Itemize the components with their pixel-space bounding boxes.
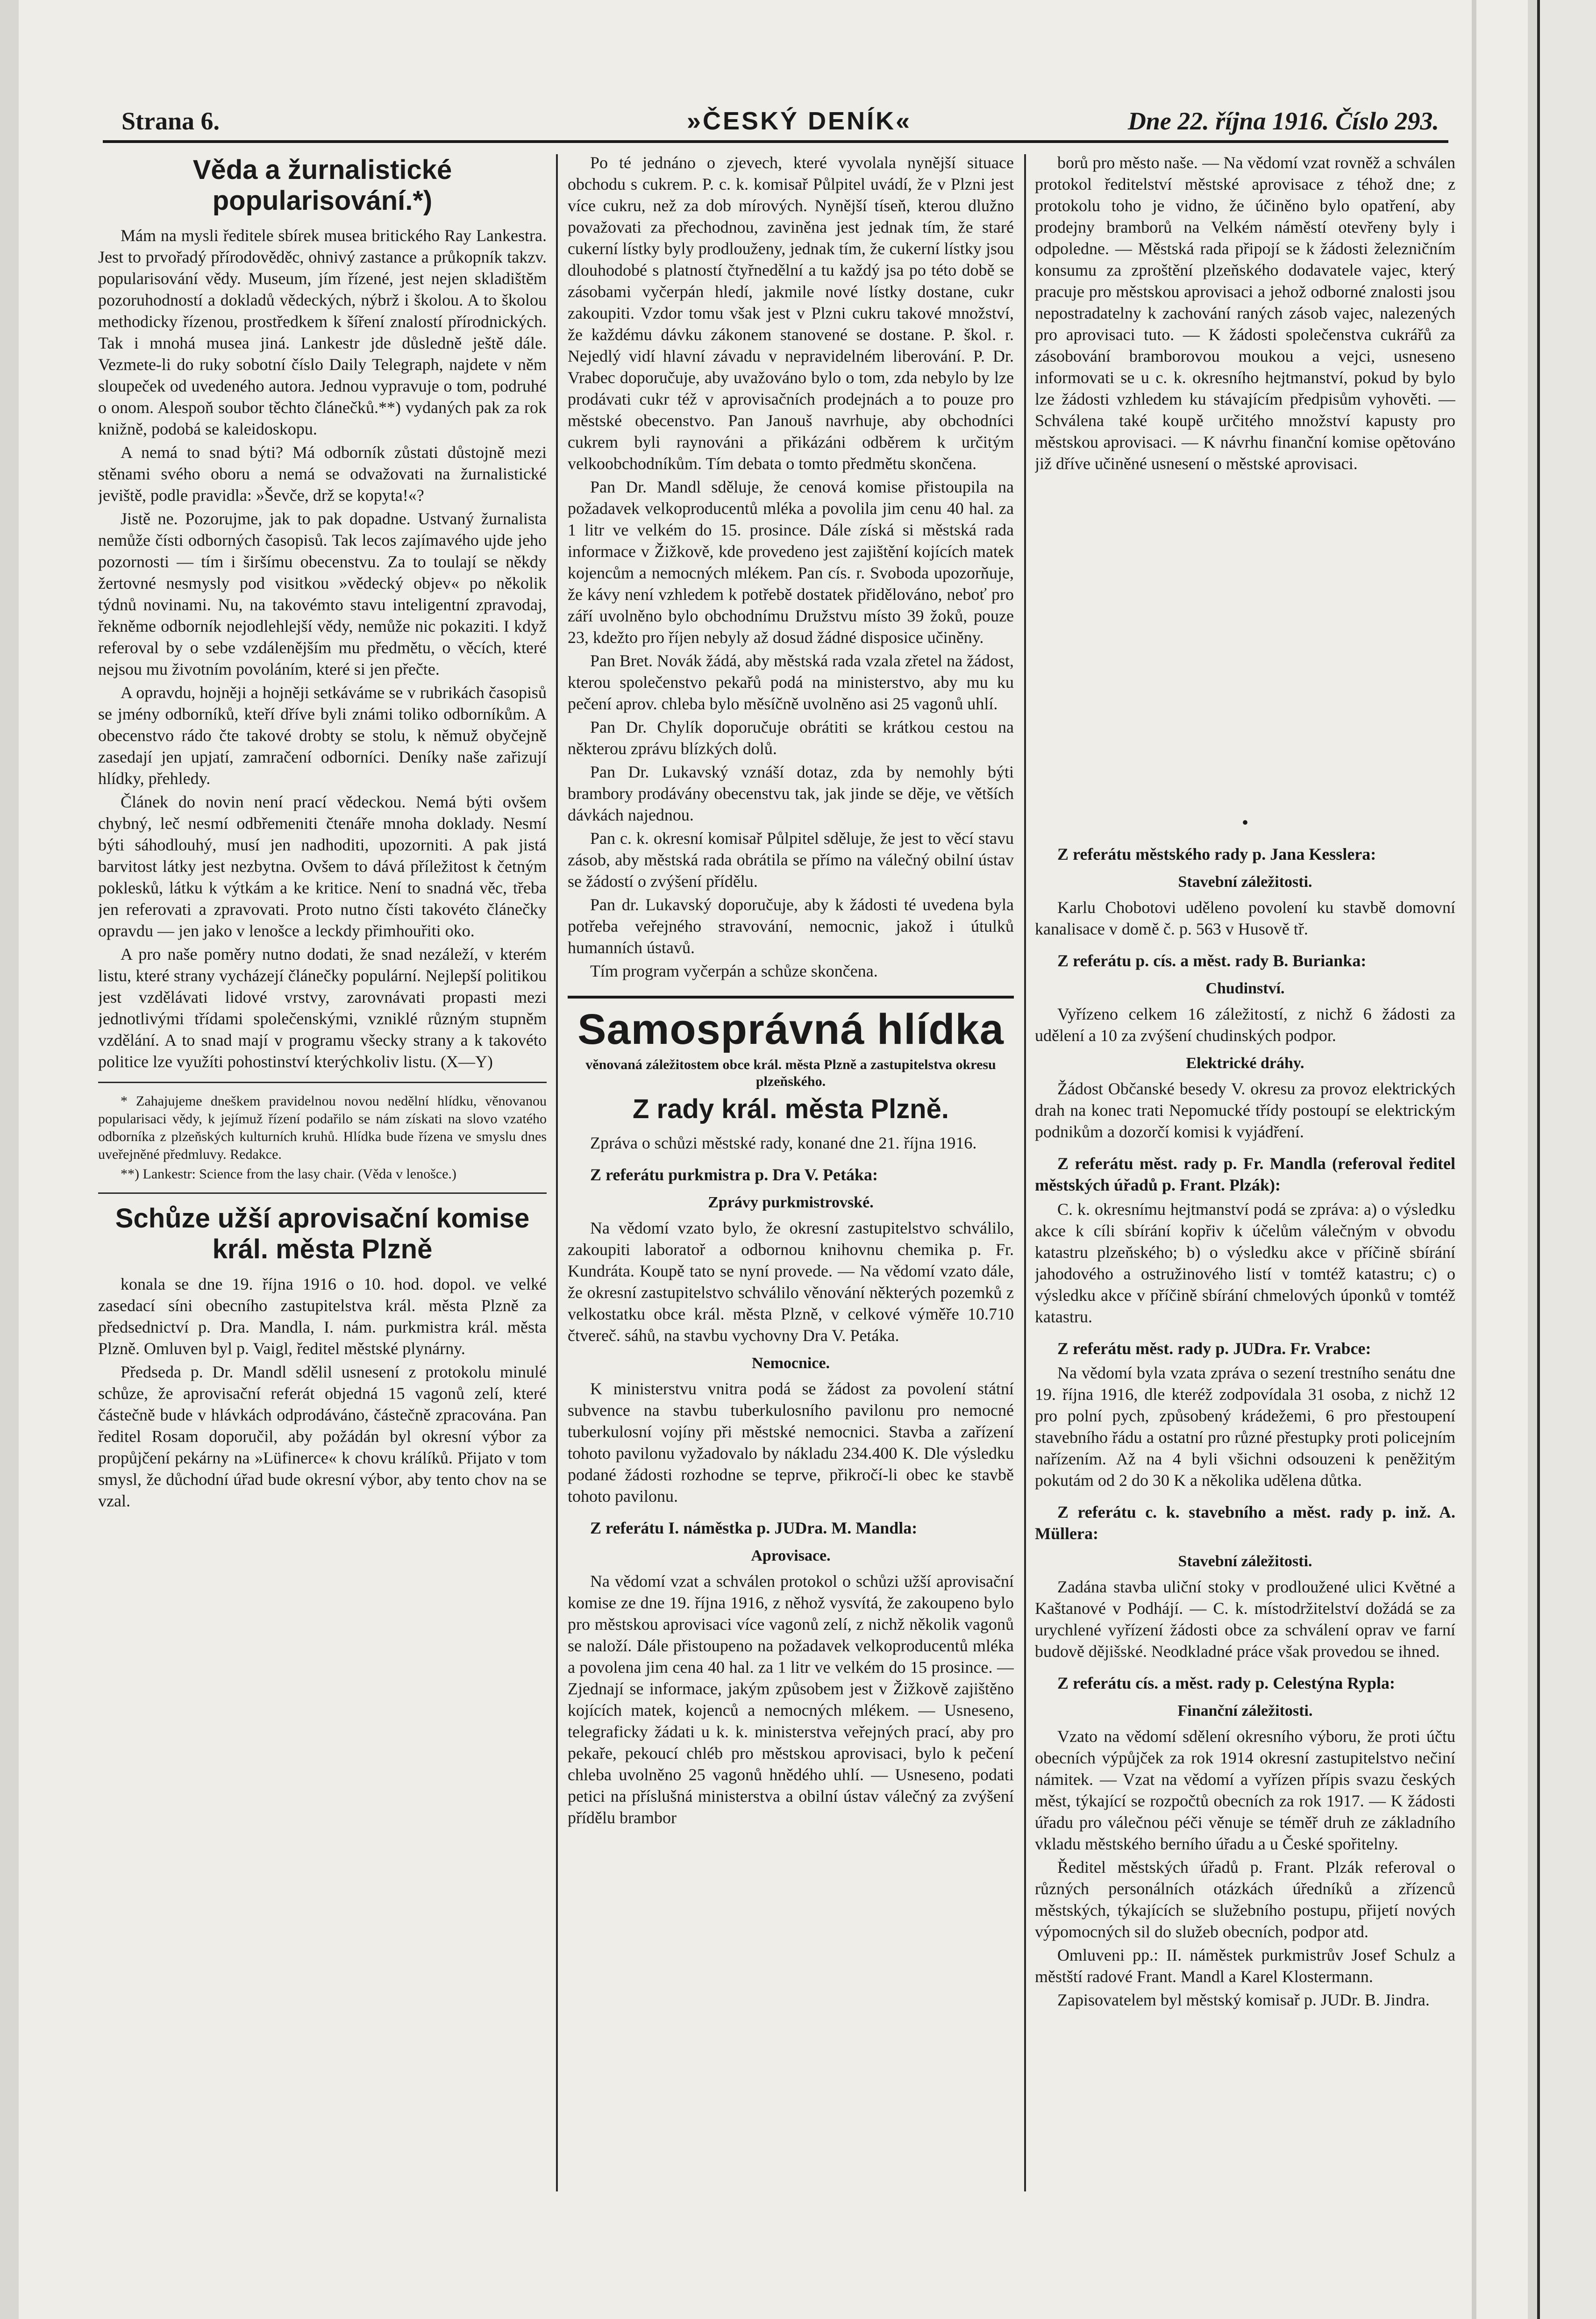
article-paragraph: Pan Dr. Mandl sděluje, že cenová komise přistoupila na požadavek velkoproducentů mléka a povolila jim cenu 40 hal. za 1 litr ve velkém do 15. prosince. Dále získá si městská rada informace v Žižkově, kde provedeno jest zajištění kojících matek kojencům a nemocných mlékem. Pan cís. r. Svoboda upozorňuje, že kávy není vzhledem k potřebě dostatek přidělováno, neboť pro září uvolněno bylo obchodnímu Družstvu místo 39 žoků, pouze 23, kdežto pro říjen nebyly až dosud žádné disposice učiněny.	[568, 478, 1014, 647]
footnote: * Zahajujeme dneškem pravidelnou novou nedělní hlídku, věnovanou popularisaci vědy, k jejímuž řízení podařilo se nám získati na slovo vzatého odborníka z plzeňských kulturních kruhů. Hlídka bude řízena ve smyslu dnes uveřejněné předmluvy. Redakce.	[98, 1093, 547, 1162]
article-title: Schůze užší aprovisační komise král. města Plzně	[115, 1203, 530, 1264]
footnote: **) Lankestr: Science from the lasy chair. (Věda v lenošce.)	[121, 1166, 456, 1182]
article-paragraph: Na vědomí byla vzata zpráva o sezení trestního senátu dne 19. října 1916, dle kteréž zodpovídala 31 osoba, z nichž 12 pro polní pych, způsobený krádežemi, 6 pro přestoupení stavebního řádu a ostatní pro různé přestupky proti policejním nařízením. Až na 4 byli všichni odsouzeni k peněžitým pokutám od 2 do 30 K a několika udělena důtka.	[1035, 1363, 1455, 1490]
article-paragraph: Po té jednáno o zjevech, které vyvolala nynější situace obchodu s cukrem. P. c. k. komisař Půlpitel uvádí, že v Plzni jest více cukru, než za dob mírových. Nynější tíseň, kterou dlužno považovati za přechodnou, zaviněna jest jednak tím, že staré cukerní lístky byly prodlouženy, jednak tím, že cukerní lístky jsou dlouhodobé s platností čtyřnedělní a tu každý jsa po této době se zásobami vyčerpán hledí, jakmile nové lístky dostane, cukr zakoupiti. Vzdor tomu však jest v Plzni cukru takové množství, že každému dávku zákonem stanovené se dostane. P. škol. r. Nejedlý vidí hlavní závadu v nepravidelném liberování. P. Dr. Vrabec doporučuje, aby uvažováno bylo o tom, zda nebylo by lze prodávati cukr též v aprovisačních prodejnách a to pouze pro městské obecenstvo. Pan Janouš navrhuje, aby obchodníci cukrem byli raynováni a přikázáni odběrem k určitým velkoobchodníkům. Tím debata o tomto předmětu skončena.	[568, 153, 1014, 473]
article-paragraph: Na vědomí vzat a schválen protokol o schůzi užší aprovisační komise ze dne 19. října 1916, z něhož vysvítá, že zakoupeno bylo pro městskou aprovisaci více vagonů zelí, z nichž několik vagonů se naloží. Dále přistoupeno na požadavek velkoproducentů mléka a povolena jim cena 40 hal. za 1 litr ve velkém do 15 prosince. — Zjednají se informace, jakým způsobem jest v Žižkově zajištěno kojících matek, kojenců a nemocných mlékem. — Usneseno, telegraficky žádati u k. k. ministerstva veřejných prací, aby pro pekaře, pekoucí chléb pro městskou aprovisaci, bylo k pečení chleba uvolněno 25 vagonů hnědého uhlí. — Usneseno, podati petici na příslušná ministerstva a obilní ústav válečný za zvýšení přídělu brambor	[568, 1572, 1014, 1827]
separator-dot: •	[1242, 813, 1248, 832]
column-3	[1035, 152, 1455, 2236]
topic-heading: Stavební záležitosti.	[1178, 1553, 1312, 1570]
article-paragraph: Pan Bret. Novák žádá, aby městská rada vzala zřetel na žádost, kterou společenstvo pekařů podá na ministerstvo, aby mu ku pečení aprov. chleba bylo měsíčně uvolněno asi 25 vagonů uhlí.	[568, 651, 1014, 713]
article-paragraph: Vzato na vědomí sdělení okresního výboru, že proti účtu obecních výpůjček za rok 1914 okresní zastupitelstvo nečiní námitek. — Vzat na vědomí a vyřízen přípis svazu českých měst, týkající se rozpočtů obecních za rok 1917. — K žádosti úřadu pro válečnou péči věnuje se téměř druh ze základního vkladu městského berního úřadu a u České spořitelny.	[1035, 1727, 1455, 1853]
article-paragraph: Zpráva o schůzi městské rady, konané dne 21. října 1916.	[590, 1134, 977, 1152]
article-paragraph: Pan dr. Lukavský doporučuje, aby k žádosti té uvedena byla potřeba veřejného stravování, nemocnic, jakož i útulků humanních ústavů.	[568, 895, 1014, 957]
subsection-title: Z rady král. města Plzně.	[633, 1094, 949, 1124]
article-paragraph: Pan c. k. okresní komisař Půlpitel sděluje, že jest to věcí stavu zásob, aby městská rada obrátila se přímo na válečný obilní ústav se žádostí o zvýšení přídělu.	[568, 829, 1014, 891]
referat-heading: Z referátu I. náměstka p. JUDra. M. Mandla:	[590, 1519, 918, 1537]
topic-heading: Zprávy purkmistrovské.	[708, 1194, 874, 1211]
section-title: Samosprávná hlídka	[568, 996, 1014, 1053]
article-paragraph: Jistě ne. Pozorujme, jak to pak dopadne. Ustvaný žurnalista nemůže čísti odborných časopisů. Tak lecos zajímavého ujde jeho pozornosti — tím i širšímu obecenstvu. Za to toulají se někdy žertovné nesmysly pod visitkou »vědecký objev« po několik týdnů novinami. Nu, na takovémto stavu inteligentní zpravodaj, řekněme odborník nejodlehlejší vědy, nemůže nic pokaziti. I když referoval by o sebe vzdálenějším mu předmětu, o věcích, které nejsou mu životním povoláním, které si jen přečte.	[98, 509, 547, 678]
article-paragraph: Mám na mysli ředitele sbírek musea britického Ray Lankestra. Jest to prvořadý přírodověděc, ohnivý zastance a průkopník takzv. popularisování vědy. Museum, jím řízené, jest nejen skladištěm pozoruhodností a dokladů vědeckých, nýbrž i školou. A to školou methodicky řízenou, prostředkem k šíření znalostí přírodnických. Tak i mnohá musea jiná. Lankestr jde důsledně ještě dále. Vezmete-li do ruky sobotní číslo Daily Telegraph, najdete v něm sloupeček od uvedeného autora. Jednou vypravuje o tom, podruhé o onom. Alespoň soubor těchto článečků.**) vydaných pak za rok knižně, podobá se kaleidoskopu.	[98, 226, 547, 438]
article-paragraph: borů pro město naše. — Na vědomí vzat rovněž a schválen protokol ředitelství městské aprovisace z téhož dne; z protokolu toho je vidno, že účiněno bylo opatření, aby prodejny bramborů na Velkém náměstí otevřeny byly i odpoledne. — Městská rada připojí se k žádosti železničním konsumu za zproštění plzeňského dodavatele vajec, který pracuje pro městskou aprovisaci a jehož odborné znalosti jsou nepostradatelny k zachování raných zásob vajec, nalezených pro aprovisaci tuto. — K žádosti společenstva cukrářů za zásobování bramborovou moukou a vejci, usneseno informovati se u c. k. okresního hejtmanství, pokud by bylo lze žádosti vzhledem ku stávajícím předpisům vyhověti. — Schválena také koupě určitého množství kapusty pro městskou aprovisaci. — K návrhu finanční komise opětováno již dříve učiněné usnesení o městské aprovisaci.	[1035, 153, 1455, 473]
referat-heading: Z referátu p. cís. a měst. rady B. Burianka:	[1057, 951, 1367, 970]
newspaper-name: »ČESKÝ DENÍK«	[687, 107, 912, 135]
page-header	[103, 98, 1448, 143]
adjacent-page-edge	[1537, 0, 1596, 2319]
topic-heading: Finanční záležitosti.	[1177, 1702, 1313, 1720]
topic-heading: Nemocnice.	[751, 1355, 830, 1372]
article-paragraph: Pan Dr. Lukavský vznáší dotaz, zda by nemohly býti brambory prodávány obecenstvu tak, jak jinde se děje, ve větších dávkách najednou.	[568, 763, 1014, 824]
article-paragraph: A opravdu, hojněji a hojněji setkáváme se v rubrikách časopisů se jmény odborníků, kteří dříve byli známi toliko odborníkům. A obecenstvo rádo čte takové drobty se stolu, k němuž obyčejně zasedají jen upjatí, zamračení odborníci. Deníky naše zařizují hlídky, přehledy.	[98, 683, 547, 788]
column-rule	[1024, 154, 1026, 2191]
referat-heading: Z referátu měst. rady p. JUDra. Fr. Vrabce:	[1057, 1339, 1371, 1358]
page-fold	[1472, 0, 1476, 2319]
article-paragraph: K ministerstvu vnitra podá se žádost za povolení státní subvence na stavbu tuberkulosního pavilonu pro nemocné tuberkulosní vojíny při městské nemocnici. Stavba a zařízení tohoto pavilonu vyžadovalo by nákladu 234.400 K. Dle výsledku podané žádosti rozhodne se teprve, přikročí-li obec ke stavbě tohoto pavilonu.	[568, 1379, 1014, 1506]
section-subtitle: věnovaná záležitostem obce král. města Plzně a zastupitelstva okresu plzeňského.	[585, 1057, 996, 1089]
referat-heading: Z referátu c. k. stavebního a měst. rady p. inž. A. Müllera:	[1035, 1503, 1455, 1543]
article-paragraph: Zadána stavba uliční stoky v prodloužené ulici Květné a Kaštanové v Podhájí. — C. k. místodržitelství dožádá se za urychlené vyřízení žádosti obce za schválení oprav ve farní budově dějišské. Neodkladné práce však provedou se ihned.	[1035, 1577, 1455, 1661]
article-title: Věda a žurnalistické popularisování.*)	[192, 155, 452, 216]
topic-heading: Elektrické dráhy.	[1186, 1055, 1304, 1072]
topic-heading: Stavební záležitosti.	[1178, 873, 1312, 891]
column-rule	[556, 154, 558, 2191]
article-paragraph: konala se dne 19. října 1916 o 10. hod. dopol. ve velké zasedací síni obecního zastupitelstva král. města Plzně za předsednictví p. Dra. Mandla, I. nám. purkmistra král. města Plzně. Omluven byl p. Vaigl, ředitel městské plynárny.	[98, 1275, 547, 1358]
divider	[98, 1082, 547, 1083]
article-paragraph: Tím program vyčerpán a schůze skončena.	[590, 962, 878, 980]
article-paragraph: A nemá to snad býti? Má odborník zůstati důstojně mezi stěnami svého oboru a nemá se odvažovati na žurnalistické jeviště, podle pravidla: »Ševče, drž se kopyta!«?	[98, 443, 547, 505]
column-1	[98, 152, 547, 2236]
referat-heading: Z referátu purkmistra p. Dra V. Petáka:	[590, 1165, 878, 1184]
divider	[98, 1192, 547, 1194]
article-paragraph: Na vědomí vzato bylo, že okresní zastupitelstvo schválilo, zakoupiti laboratoř a odbornou knihovnu chemika p. Fr. Kundráta. Koupě tato se nyní provede. — Na vědomí vzato dále, že okresní zastupitelstvo schválilo věnování některých pozemků z velkostatku obce král. města Plzně, v celkové výměře 10.710 čtvereč. sáhů, na stavbu vychovny Dra V. Petáka.	[568, 1219, 1014, 1345]
article-paragraph: Vyřízeno celkem 16 záležitostí, z nichž 6 žádosti za udělení a 10 za zvýšení chudinských podpor.	[1035, 1005, 1455, 1045]
article-paragraph: Předseda p. Dr. Mandl sdělil usnesení z protokolu minulé schůze, že aprovisační referát objedná 15 vagonů zelí, které částečně bude v hlávkách odprodáváno, částečně zpracována. Pan ředitel Rosam doporučil, aby požádán byl okresní výbor za propůjčení pekárny na »Lüfinerce« k chovu králíků. Přijato v tom smysl, že důchodní úřad bude okresní výbor, aby tento chov na se vzal.	[98, 1363, 547, 1510]
article-paragraph: Karlu Chobotovi uděleno povolení ku stavbě domovní kanalisace v domě č. p. 563 v Husově tř.	[1035, 898, 1455, 938]
article-paragraph: Zapisovatelem byl městský komisař p. JUDr. B. Jindra.	[1057, 1991, 1430, 2009]
referat-heading: Z referátu cís. a měst. rady p. Celestýna Rypla:	[1057, 1674, 1395, 1692]
article-paragraph: A pro naše poměry nutno dodati, že snad nezáleží, v kterém listu, které strany vycházejí článečky populární. Nejlepší politikou jest vzdělávati lidové vrstvy, zarovnávati propasti mezi jednotlivými třídami společenskými, vzniklé různým stupněm vzdělání. A to snad mají v programu všecky strany a k takovéto politice lze využíti pohostinství kterýchkoliv listu. (X—Y)	[98, 945, 547, 1071]
article-paragraph: Ředitel městských úřadů p. Frant. Plzák referoval o různých personálních otázkách úředníků a zřízenců městských, týkajících se služebního postupu, přijetí nových výpomocných sil do služeb obecních, podpor atd.	[1035, 1858, 1455, 1941]
column-2	[568, 152, 1014, 2236]
referat-heading: Z referátu městského rady p. Jana Kesslera:	[1057, 845, 1376, 863]
referat-heading: Z referátu měst. rady p. Fr. Mandla (referoval ředitel městských úřadů p. Frant. Plzák):	[1035, 1154, 1455, 1194]
article-paragraph: Pan Dr. Chylík doporučuje obrátiti se krátkou cestou na některou zprávu blízkých dolů.	[568, 718, 1014, 758]
article-paragraph: Omluveni pp.: II. náměstek purkmistrův Josef Schulz a městští radové Frant. Mandl a Karel Klostermann.	[1035, 1946, 1455, 1986]
issue-date: Dne 22. října 1916. Číslo 293.	[1127, 107, 1439, 135]
article-paragraph: C. k. okresnímu hejtmanství podá se zpráva: a) o výsledku akce k cíli sbírání kopřiv k účelům válečným v obvodu katastru plzeňského; b) o výsledku akce v příčině sbírání jahodového a ostružinového listí v tomtéž katastru; c) o výsledku akce v příčině sbírání chmelových úponků v tomtéž katastru.	[1035, 1200, 1455, 1326]
article-paragraph: Článek do novin není prací vědeckou. Nemá býti ovšem chybný, leč nesmí odbřemeniti čtenáře mnoha doklady. Nesmí býti sáhodlouhý, musí jen nadhoditi, upozorniti. A pak jistá barvitost látky jest nezbytna. Ovšem to dává příležitost k četným poklesků, látku k výtkám a ke kritice. Není to snadná věc, třeba jen referovati a zpravovati. Proto nutno čísti takovéto článečky opravdu — jen jako v lenošce a leckdy přimhouřiti oko.	[98, 792, 547, 940]
page-number: Strana 6.	[121, 107, 220, 135]
topic-heading: Chudinství.	[1205, 980, 1285, 997]
topic-heading: Aprovisace.	[751, 1547, 831, 1564]
article-paragraph: Žádost Občanské besedy V. okresu za provoz elektrických drah na konec trati Nepomucké třídy postoupí se elektrickým podnikům a dozorčí komisi k vyjádření.	[1035, 1079, 1455, 1141]
blank-space	[1035, 476, 1455, 803]
